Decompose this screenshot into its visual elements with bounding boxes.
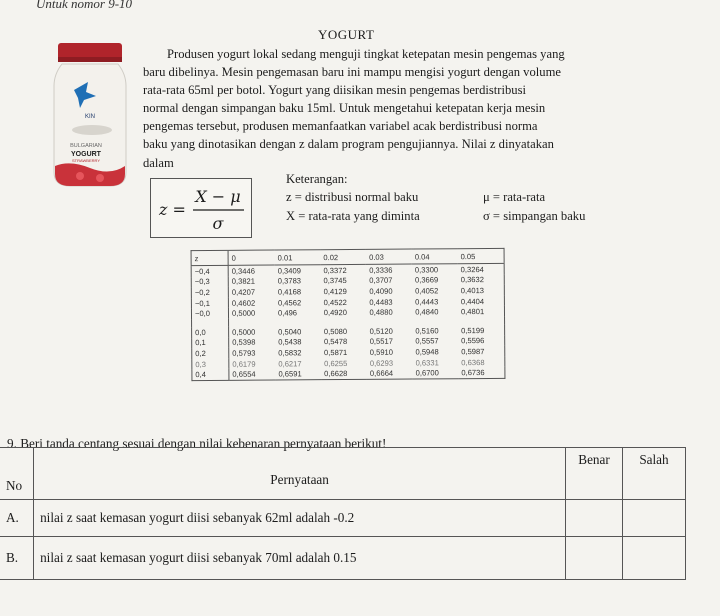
paragraph-line: dalam: [143, 155, 174, 170]
z-header-cell: z: [191, 250, 228, 265]
z-header-cell: 0: [228, 250, 275, 265]
paragraph-line: baku yang dinotasikan dengan z dalam program pengujiannya. Nilai z dinyatakan: [143, 137, 554, 152]
z-cell: 0,6664: [369, 368, 394, 378]
paragraph-line: rata-rata 65ml per botol. Yogurt yang diisikan mesin pengemas berdistribusi: [143, 83, 526, 98]
paragraph-line: normal dengan simpangan baku 15ml. Untuk mengetahui ketepatan kerja mesin: [143, 101, 546, 116]
z-cell: 0,6293: [369, 358, 394, 368]
z-cell: 0,3821: [231, 277, 256, 287]
z-cell: −0,0: [191, 308, 228, 319]
yogurt-bottle-image: [40, 40, 140, 190]
z-cell: 0,4207: [231, 287, 256, 297]
z-cell: 0,5557: [415, 336, 439, 346]
z-cell: 0,3372: [323, 265, 347, 275]
header-false: Salah: [622, 448, 685, 500]
true-false-table: [0, 447, 686, 580]
z-cell: 0,3409: [277, 266, 301, 276]
z-cell: 0,4562: [277, 297, 302, 308]
z-cell: 0,5948: [415, 347, 439, 357]
z-cell: −0,1: [191, 298, 228, 309]
z-cell: 0,6628: [324, 369, 348, 379]
z-cell: 0,5832: [278, 348, 302, 358]
z-cell: 0,3669: [414, 275, 439, 285]
z-formula: [151, 179, 251, 237]
z-cell: 0,3783: [277, 276, 302, 286]
z-cell: 0,4129: [323, 286, 347, 297]
formula-lhs: z =: [159, 200, 186, 219]
statement-text: nilai z saat kemasan yogurt diisi sebanyak 70ml adalah 0.15: [34, 537, 566, 580]
z-header-cell: 0.05: [457, 248, 504, 263]
formula-denominator: σ: [212, 214, 224, 233]
z-cell: 0,3745: [323, 276, 347, 286]
paragraph-line: baru dibelinya. Mesin pengemasan baru ini mampu mengisi yogurt dengan volume: [143, 65, 561, 80]
z-cell: 0,6554: [232, 369, 256, 379]
z-cell: 0,4840: [415, 307, 439, 317]
mu-definition: μ = rata-rata: [483, 190, 546, 204]
z-cell: 0,2: [192, 348, 229, 359]
z-header-cell: 0.03: [366, 249, 412, 264]
z-cell: 0,6255: [324, 358, 348, 368]
statement-number: B.: [0, 537, 34, 580]
header-statement: Pernyataan: [34, 448, 566, 500]
z-header-cell: 0.01: [275, 250, 321, 265]
z-cell: 0,4168: [277, 287, 302, 297]
z-cell: 0,1: [192, 337, 229, 348]
z-cell: 0,5120: [369, 326, 393, 336]
z-cell: 0,4483: [369, 297, 393, 307]
z-cell: 0,5478: [323, 337, 348, 347]
formula-numerator: X − μ: [195, 187, 241, 206]
z-cell: 0,4404: [460, 296, 485, 306]
keterangan-title: Keterangan:: [286, 172, 348, 186]
z-cell: 0,6368: [461, 357, 485, 367]
z-cell: 0,5199: [461, 325, 485, 335]
bottle-label: BULGARIAN: [70, 143, 102, 149]
true-checkbox[interactable]: [566, 500, 623, 537]
z-cell: 0,5040: [278, 327, 302, 337]
statement-row: [0, 537, 686, 580]
z-cell: 0,496: [277, 308, 298, 318]
paragraph-line: Produsen yogurt lokal sedang menguji tingkat ketepatan mesin pengemas yang: [167, 47, 565, 61]
z-definition: z = distribusi normal baku: [286, 190, 419, 204]
z-cell: 0,6331: [415, 357, 439, 368]
z-cell: 0,5000: [231, 308, 256, 318]
z-cell: 0,4522: [323, 297, 347, 307]
z-distribution-table: [191, 248, 506, 381]
z-cell: 0,4013: [460, 286, 485, 296]
problem-paragraph: [143, 45, 643, 172]
z-cell: 0,5080: [323, 326, 348, 336]
z-cell: 0,6591: [278, 369, 302, 379]
z-cell: 0,5160: [415, 326, 439, 336]
z-cell: −0,2: [191, 287, 228, 298]
z-cell: 0,5398: [232, 338, 256, 348]
z-cell: 0,6736: [461, 368, 485, 378]
z-table-row: [192, 367, 505, 380]
z-cell: 0,5596: [461, 336, 485, 346]
sigma-definition: σ = simpangan baku: [483, 209, 586, 223]
z-cell: 0,5987: [461, 347, 485, 357]
header-note: Untuk nomor 9-10: [36, 0, 133, 11]
z-header-cell: 0.04: [412, 249, 458, 264]
true-checkbox[interactable]: [566, 537, 623, 580]
z-cell: 0,3: [192, 359, 229, 370]
x-definition: X = rata-rata yang diminta: [286, 209, 420, 223]
z-cell: 0,4920: [323, 308, 348, 318]
z-header-cell: 0.02: [320, 249, 366, 264]
z-cell: 0,4801: [460, 307, 485, 317]
statement-row: [0, 500, 686, 537]
z-cell: 0,4090: [369, 286, 393, 296]
page-title: YOGURT: [318, 27, 375, 42]
question-instruction: 9. Beri tanda centang sesuai dengan nilai kebenaran pernyataan berikut!: [7, 436, 387, 451]
question-table-header: [0, 448, 686, 500]
header-true: Benar: [566, 448, 623, 500]
z-cell: 0,5000: [232, 327, 256, 337]
z-cell: 0,6179: [232, 359, 256, 369]
z-cell: 0,5517: [369, 337, 393, 347]
z-cell: 0,3264: [460, 264, 484, 275]
z-cell: −0,4: [191, 265, 228, 276]
header-no: No: [0, 448, 34, 500]
z-cell: 0,4443: [415, 296, 439, 307]
z-cell: 0,4052: [415, 286, 439, 296]
z-cell: 0,3300: [414, 265, 439, 275]
z-cell: 0,4602: [231, 298, 256, 308]
z-cell: 0,3336: [369, 265, 393, 275]
false-checkbox[interactable]: [622, 500, 685, 537]
z-cell: 0,6700: [415, 368, 439, 378]
formula-box: [150, 178, 252, 238]
bottle-flavor: STRAWBERRY: [71, 158, 101, 163]
statement-number: A.: [0, 500, 34, 537]
z-cell: 0,3707: [369, 276, 393, 286]
paragraph-line: pengemas tersebut, produsen memanfaatkan variabel acak berdistribusi norma: [143, 119, 538, 134]
false-checkbox[interactable]: [622, 537, 685, 580]
bottle-product: YOGURT: [71, 151, 101, 158]
z-cell: 0,0: [192, 327, 229, 338]
z-cell: 0,3632: [460, 275, 484, 285]
statement-text: nilai z saat kemasan yogurt diisi sebanyak 62ml adalah -0.2: [34, 500, 566, 537]
z-cell: 0,5793: [232, 348, 256, 358]
z-cell: 0,4: [192, 369, 229, 380]
bottle-brand: KIN: [84, 114, 96, 120]
z-cell: 0,4880: [369, 307, 393, 318]
z-cell: 0,6217: [278, 358, 302, 369]
z-cell: 0,5438: [278, 337, 302, 347]
z-cell: 0,5910: [369, 347, 394, 357]
z-cell: 0,3446: [231, 266, 255, 276]
z-cell: −0,3: [191, 276, 228, 287]
z-cell: 0,5871: [323, 347, 348, 358]
